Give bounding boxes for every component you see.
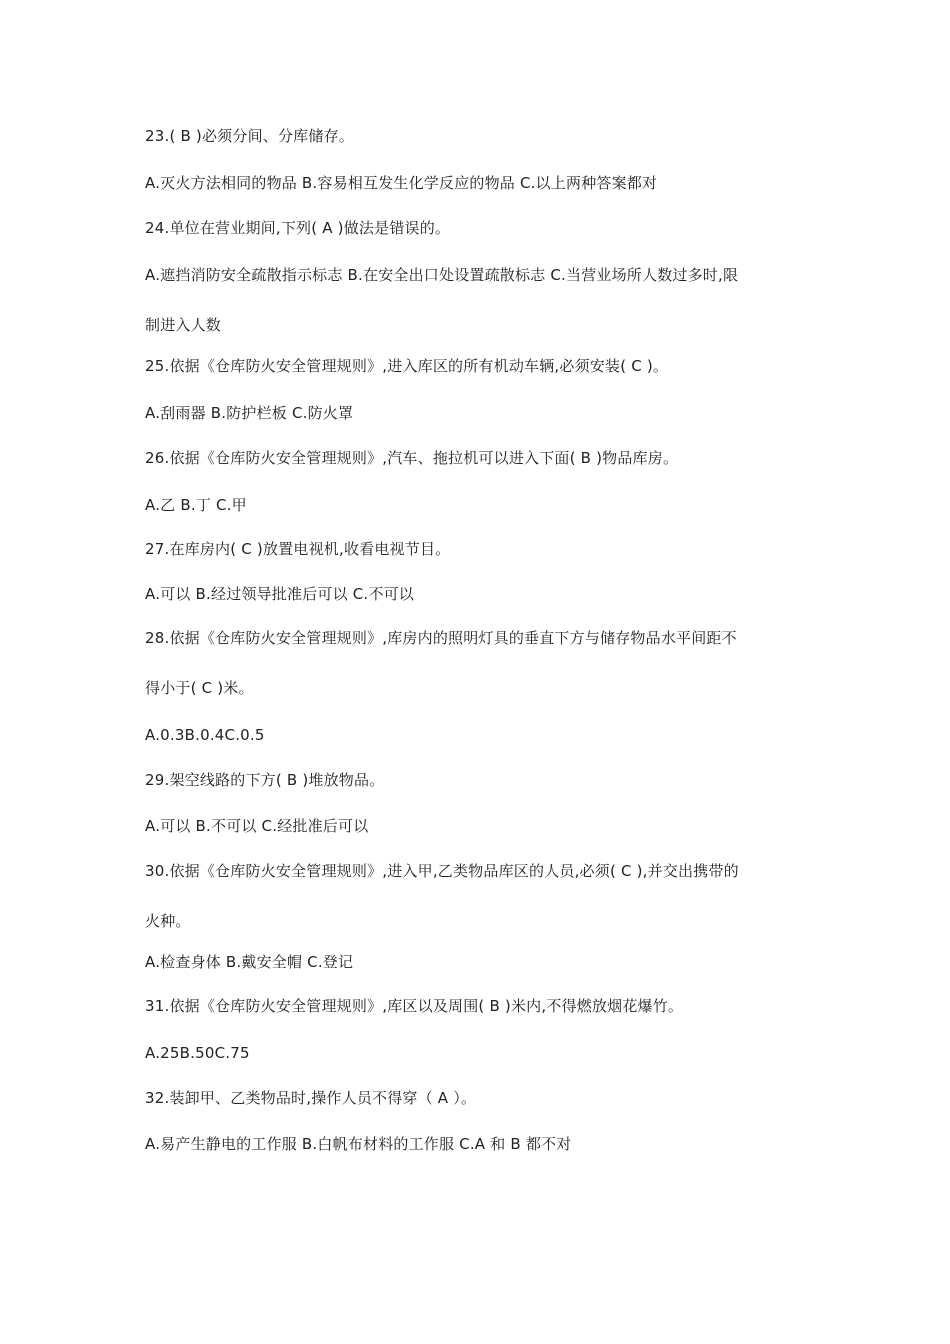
question-28-continued: 得小于( C )米。: [145, 679, 254, 697]
question-31: 31.依据《仓库防火安全管理规则》,库区以及周围( B )米内,不得燃放烟花爆竹。: [145, 997, 684, 1015]
options-26: A.乙 B.丁 C.甲: [145, 496, 247, 514]
question-30: 30.依据《仓库防火安全管理规则》,进入甲,乙类物品库区的人员,必须( C ),并交出携带的: [145, 862, 739, 880]
options-24: A.遮挡消防安全疏散指示标志 B.在安全出口处设置疏散标志 C.当营业场所人数过多时,限: [145, 266, 739, 284]
question-29: 29.架空线路的下方( B )堆放物品。: [145, 771, 385, 789]
options-29: A.可以 B.不可以 C.经批准后可以: [145, 817, 369, 835]
question-23: 23.( B )必须分间、分库储存。: [145, 127, 354, 145]
options-28: A.0.3B.0.4C.0.5: [145, 726, 265, 744]
options-31: A.25B.50C.75: [145, 1044, 250, 1062]
question-30-continued: 火种。: [145, 912, 191, 930]
question-25: 25.依据《仓库防火安全管理规则》,进入库区的所有机动车辆,必须安装( C )。: [145, 357, 669, 375]
question-32: 32.装卸甲、乙类物品时,操作人员不得穿（ A ）。: [145, 1089, 477, 1107]
options-24-continued: 制进入人数: [145, 316, 222, 334]
options-25: A.刮雨器 B.防护栏板 C.防火罩: [145, 404, 354, 422]
question-27: 27.在库房内( C )放置电视机,收看电视节目。: [145, 540, 451, 558]
options-30: A.检查身体 B.戴安全帽 C.登记: [145, 953, 354, 971]
question-28: 28.依据《仓库防火安全管理规则》,库房内的照明灯具的垂直下方与储存物品水平间距不: [145, 629, 737, 647]
options-27: A.可以 B.经过领导批准后可以 C.不可以: [145, 585, 415, 603]
options-23: A.灭火方法相同的物品 B.容易相互发生化学反应的物品 C.以上两种答案都对: [145, 174, 658, 192]
question-24: 24.单位在营业期间,下列( A )做法是错误的。: [145, 219, 451, 237]
options-32: A.易产生静电的工作服 B.白帆布材料的工作服 C.A 和 B 都不对: [145, 1135, 572, 1153]
question-26: 26.依据《仓库防火安全管理规则》,汽车、拖拉机可以进入下面( B )物品库房。: [145, 449, 679, 467]
